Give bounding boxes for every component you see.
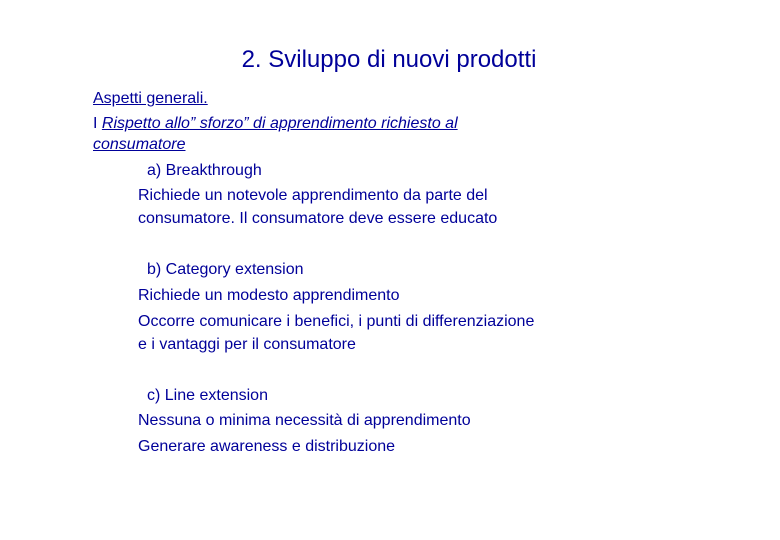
section-intro-prefix: I (93, 115, 102, 132)
section-intro-line1: Rispetto allo” sforzo” di apprendimento richiesto al (101, 115, 458, 132)
item-line: Richiede un modesto apprendimento (138, 287, 400, 304)
slide-title-text: 2. Sviluppo di nuovi prodotti (241, 46, 537, 73)
section-intro (93, 113, 458, 135)
item-line: Richiede un notevole apprendimento da parte del (138, 187, 488, 204)
item-heading-breakthrough: a) Breakthrough (147, 162, 262, 179)
section-intro-line2: consumatore (93, 136, 186, 153)
slide-title (0, 44, 780, 76)
item-line: Nessuna o minima necessità di apprendimento (138, 412, 471, 429)
general-heading: Aspetti generali. (93, 90, 208, 107)
item-line: Generare awareness e distribuzione (138, 438, 396, 455)
item-line: consumatore. Il consumatore deve essere educato (138, 210, 498, 227)
item-line: e i vantaggi per il consumatore (138, 336, 356, 353)
item-heading-line-extension: c) Line extension (147, 387, 268, 404)
item-heading-category-extension: b) Category extension (147, 261, 304, 278)
item-line: Occorre comunicare i benefici, i punti di differenziazione (138, 313, 535, 330)
